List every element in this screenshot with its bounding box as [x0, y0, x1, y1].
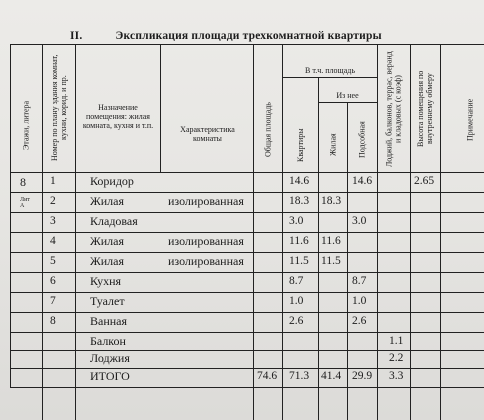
row-loggia-area: 2.2	[389, 352, 404, 364]
header-total-area: Общая площадь	[263, 102, 273, 158]
row-number: 7	[50, 295, 56, 307]
row-number: 2	[50, 195, 56, 207]
header-loggias: Лоджий, балконов, террас, веранд и кладовых (с коэф)	[384, 51, 403, 167]
row-apartment-area: 71.3	[289, 370, 310, 382]
row-name: Жилая	[90, 234, 125, 248]
row-apartment-area: 14.6	[289, 175, 310, 187]
header-note: Примечание	[465, 98, 475, 142]
row-name: Жилая	[90, 254, 125, 268]
row-name: Кладовая	[90, 214, 138, 228]
row-number: 4	[50, 235, 56, 247]
header-room-number: Номер по плану здания комнат, кухни, корид. и пр.	[50, 54, 68, 162]
row-name: Коридор	[90, 174, 134, 188]
row-living-area: 11.6	[321, 235, 341, 247]
row-auxiliary-area: 2.6	[352, 315, 367, 327]
header-height: Высота помещения по внутреннему обмеру	[416, 70, 434, 148]
row-loggia-area: 3.3	[389, 370, 404, 382]
row-apartment-area: 11.5	[289, 255, 309, 267]
row-auxiliary-area: 3.0	[352, 215, 367, 227]
row-characteristic: изолированная	[168, 234, 244, 248]
row-living-area: 41.4	[321, 370, 342, 382]
row-apartment-area: 2.6	[289, 315, 304, 327]
header-auxiliary: Подсобная	[357, 121, 367, 159]
header-floor: Этажи, литера	[21, 100, 31, 150]
row-auxiliary-area: 1.0	[352, 295, 367, 307]
row-total-area: 74.6	[257, 370, 278, 382]
row-name: Балкон	[90, 334, 126, 348]
row-apartment-area: 3.0	[289, 215, 304, 227]
row-number: 6	[50, 275, 56, 287]
row-name: Кухня	[90, 274, 122, 288]
header-of-which: Из нее	[336, 91, 359, 100]
floor-value: 8	[20, 175, 26, 189]
row-apartment-area: 1.0	[289, 295, 304, 307]
row-name: Туалет	[90, 294, 125, 308]
row-name: Лоджия	[90, 351, 130, 365]
row-name: Ванная	[90, 314, 128, 328]
header-including: В т.ч. площадь	[305, 65, 355, 75]
row-characteristic: изолированная	[168, 254, 244, 268]
liter-label: Лит А	[20, 197, 30, 209]
header-apartments: Квартиры	[296, 128, 305, 162]
row-height: 2.65	[414, 175, 435, 187]
row-name: ИТОГО	[90, 369, 130, 383]
row-auxiliary-area: 29.9	[352, 370, 373, 382]
row-apartment-area: 8.7	[289, 275, 304, 287]
row-apartment-area: 18.3	[289, 195, 310, 207]
row-number: 1	[50, 175, 56, 187]
row-loggia-area: 1.1	[389, 335, 404, 347]
row-number: 5	[50, 255, 56, 267]
row-living-area: 11.5	[321, 255, 341, 267]
section-number: II.	[70, 30, 83, 42]
row-living-area: 18.3	[321, 195, 342, 207]
header-characteristic: Характеристика комнаты	[180, 125, 235, 143]
header-purpose: Назначение помещения: жилая комната, кухня и т.п.	[82, 102, 154, 130]
row-number: 8	[50, 315, 56, 327]
row-auxiliary-area: 14.6	[352, 175, 373, 187]
row-apartment-area: 11.6	[289, 235, 309, 247]
row-number: 3	[50, 215, 56, 227]
row-characteristic: изолированная	[168, 194, 244, 208]
row-name: Жилая	[90, 194, 125, 208]
title-text: Экспликация площади трехкомнатной квартиры	[115, 30, 382, 42]
header-living: Жилая	[328, 133, 338, 157]
row-auxiliary-area: 8.7	[352, 275, 367, 287]
